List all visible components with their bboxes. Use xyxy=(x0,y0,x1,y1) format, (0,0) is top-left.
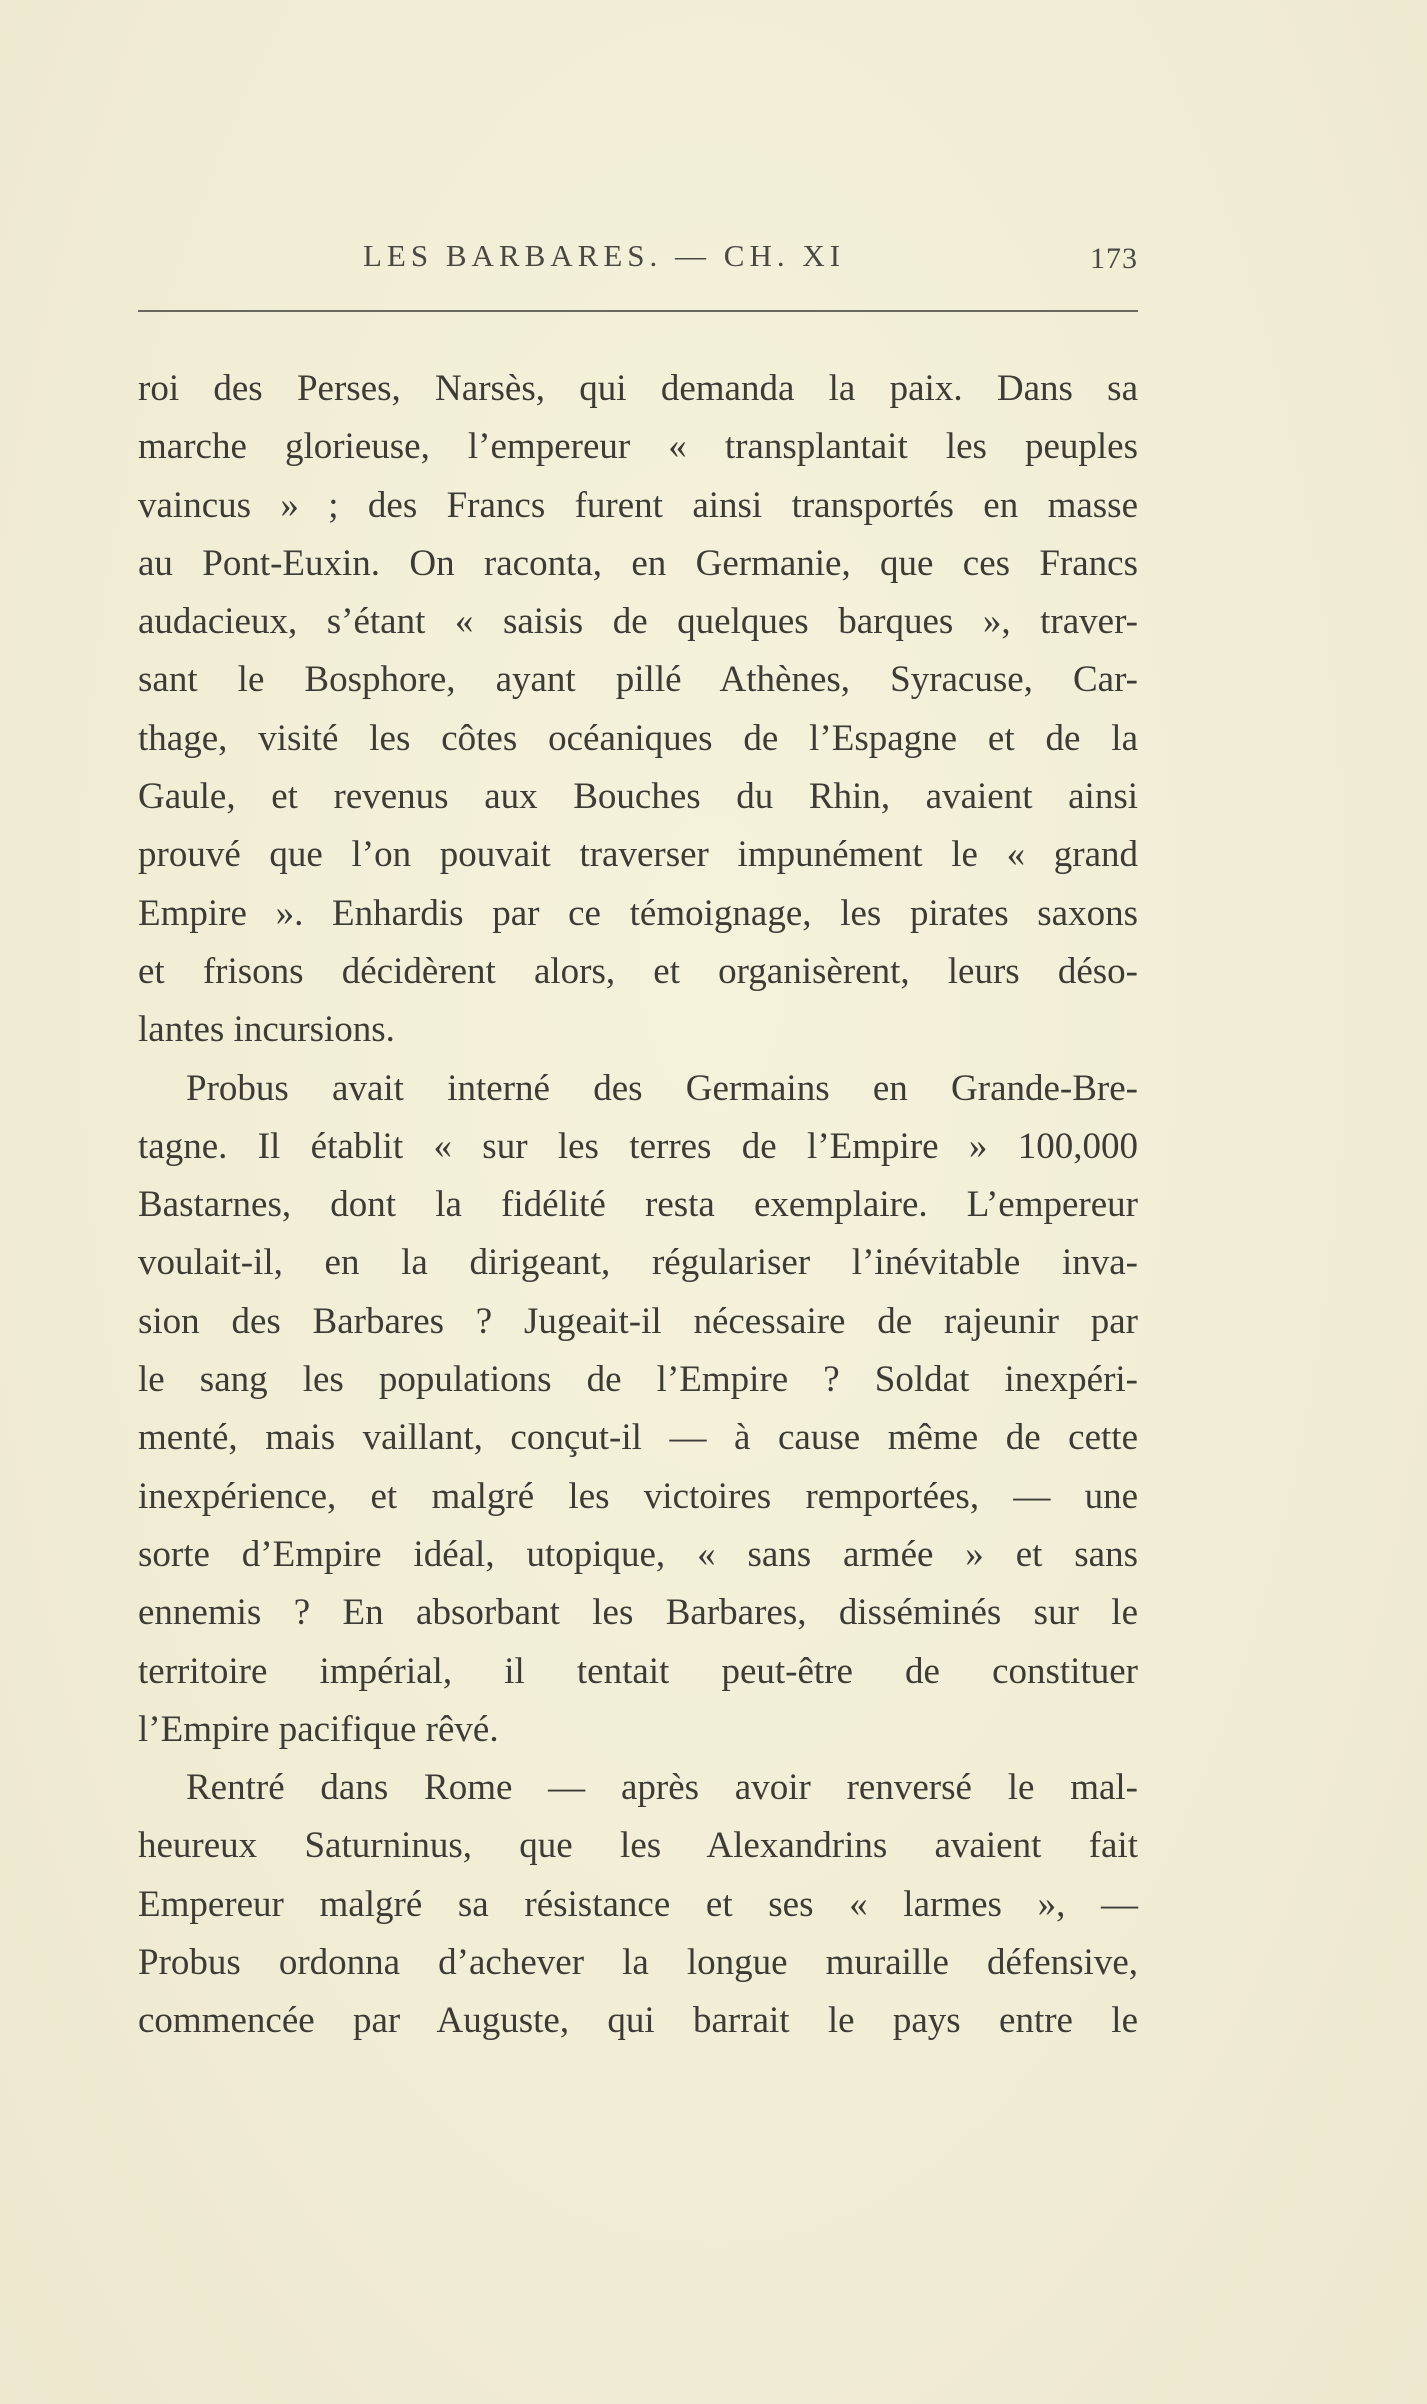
text-line: voulait-il, en la dirigeant, régulariser l’inévitable inva- xyxy=(138,1242,1138,1284)
text-line: Empereur malgré sa résistance et ses « larmes », — xyxy=(138,1883,1138,1925)
text-line: Gaule, et revenus aux Bouches du Rhin, avaient ainsi xyxy=(138,776,1138,818)
text-line: Empire ». Enhardis par ce témoignage, les pirates saxons xyxy=(138,892,1138,934)
text-line: Bastarnes, dont la fidélité resta exemplaire. L’empereur xyxy=(138,1184,1138,1226)
text-line: vaincus » ; des Francs furent ainsi transportés en masse xyxy=(138,484,1138,526)
page-number: 173 xyxy=(1090,242,1138,275)
page-header xyxy=(138,238,1138,298)
text-line: Probus avait interné des Germains en Grande-Bre- xyxy=(186,1067,1138,1109)
text-line: et frisons décidèrent alors, et organisèrent, leurs déso- xyxy=(138,950,1138,992)
text-line: audacieux, s’étant « saisis de quelques barques », traver- xyxy=(138,601,1138,643)
header-rule xyxy=(138,310,1138,312)
running-title: LES BARBARES. — CH. XI xyxy=(363,238,846,273)
text-line: sion des Barbares ? Jugeait-il nécessaire de rajeunir par xyxy=(138,1300,1138,1342)
text-line: prouvé que l’on pouvait traverser impunément le « grand xyxy=(138,834,1138,876)
text-line: ennemis ? En absorbant les Barbares, disséminés sur le xyxy=(138,1592,1138,1634)
body-text xyxy=(138,360,1138,2051)
text-line: le sang les populations de l’Empire ? Soldat inexpéri- xyxy=(138,1359,1138,1401)
text-line: Rentré dans Rome — après avoir renversé le mal- xyxy=(186,1767,1138,1809)
text-line: l’Empire pacifique rêvé. xyxy=(138,1708,499,1750)
text-line: commencée par Auguste, qui barrait le pays entre le xyxy=(138,2000,1138,2042)
text-line: sant le Bosphore, ayant pillé Athènes, Syracuse, Car- xyxy=(138,659,1138,701)
text-line: roi des Perses, Narsès, qui demanda la paix. Dans sa xyxy=(138,368,1138,409)
text-line: lantes incursions. xyxy=(138,1009,395,1051)
text-line: menté, mais vaillant, conçut-il — à cause même de cette xyxy=(138,1417,1138,1459)
text-line: Probus ordonna d’achever la longue muraille défensive, xyxy=(138,1942,1138,1984)
text-line: territoire impérial, il tentait peut-être de constituer xyxy=(138,1650,1138,1692)
text-line: heureux Saturninus, que les Alexandrins avaient fait xyxy=(138,1825,1138,1867)
text-line: au Pont-Euxin. On raconta, en Germanie, que ces Francs xyxy=(138,542,1138,584)
text-line: tagne. Il établit « sur les terres de l’Empire » 100,000 xyxy=(138,1125,1138,1167)
text-line: sorte d’Empire idéal, utopique, « sans armée » et sans xyxy=(138,1533,1138,1575)
text-line: inexpérience, et malgré les victoires remportées, — une xyxy=(138,1475,1138,1517)
text-line: marche glorieuse, l’empereur « transplantait les peuples xyxy=(138,426,1138,468)
text-line: thage, visité les côtes océaniques de l’Espagne et de la xyxy=(138,717,1138,759)
